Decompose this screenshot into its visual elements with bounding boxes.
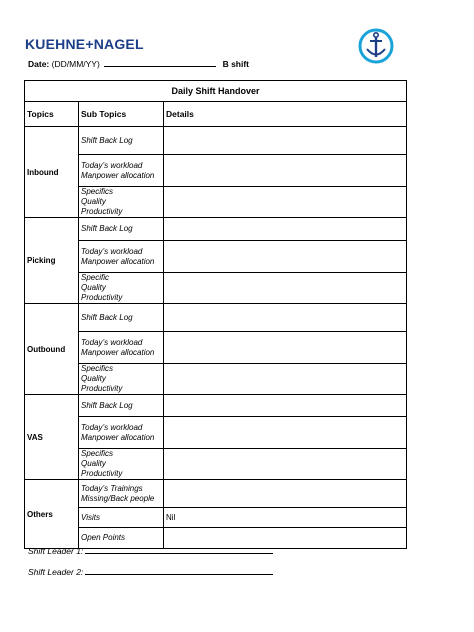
subtopic-line: Shift Back Log xyxy=(81,312,133,322)
handover-table xyxy=(24,80,407,549)
details-cell[interactable] xyxy=(164,417,407,449)
subtopic-line: Shift Back Log xyxy=(81,224,133,233)
subtopic-line: Open Points xyxy=(81,533,126,542)
subtopic-cell xyxy=(79,273,164,304)
shift-leader-2-label: Shift Leader 2: xyxy=(28,567,84,577)
subtopic-line: Manpower allocation xyxy=(81,347,155,357)
table-row xyxy=(25,273,407,304)
subtopic-line: Quality xyxy=(81,197,106,206)
table-row xyxy=(25,364,407,395)
details-cell[interactable] xyxy=(164,127,407,155)
subtopic-line: Productivity xyxy=(81,469,123,478)
subtopic-cell xyxy=(79,364,164,395)
table-row xyxy=(25,304,407,332)
subtopic-cell xyxy=(79,241,164,273)
subtopic-line: Today’s Trainings xyxy=(81,483,143,493)
date-line xyxy=(28,58,249,69)
subtopic-cell xyxy=(79,155,164,187)
subtopic-line: Today’s workload xyxy=(81,160,143,170)
subtopic-line: Today’s workload xyxy=(81,337,143,347)
table-row xyxy=(25,127,407,155)
table-row xyxy=(25,449,407,480)
subtopic-line: Quality xyxy=(81,374,106,383)
subtopic-line: Missing/Back people xyxy=(81,493,155,503)
subtopic-cell xyxy=(79,449,164,480)
table-row xyxy=(25,395,407,417)
subtopic-cell xyxy=(79,508,164,528)
shift-label: B shift xyxy=(222,59,250,69)
details-cell[interactable] xyxy=(164,332,407,364)
table-row xyxy=(25,508,407,528)
details-cell[interactable] xyxy=(164,395,407,417)
details-cell[interactable] xyxy=(164,480,407,508)
details-cell[interactable] xyxy=(164,364,407,395)
topic-cell: Picking xyxy=(25,218,79,304)
table-row xyxy=(25,155,407,187)
subtopic-line: Visits xyxy=(81,512,100,522)
subtopic-cell xyxy=(79,304,164,332)
table-row xyxy=(25,332,407,364)
col-header-details: Details xyxy=(164,102,407,127)
subtopic-cell xyxy=(79,417,164,449)
col-header-subtopics: Sub Topics xyxy=(79,102,164,127)
subtopic-line: Manpower allocation xyxy=(81,432,155,442)
table-row xyxy=(25,480,407,508)
brand-logo: KUEHNE+NAGEL xyxy=(25,36,144,52)
details-cell[interactable] xyxy=(164,449,407,480)
subtopic-line: Manpower allocation xyxy=(81,256,155,266)
subtopic-line: Quality xyxy=(81,459,106,468)
table-row xyxy=(25,241,407,273)
subtopic-line: Quality xyxy=(81,283,106,292)
topic-cell: VAS xyxy=(25,395,79,480)
anchor-logo-icon xyxy=(356,26,396,66)
date-format: (DD/MM/YY) xyxy=(51,59,100,69)
topic-cell: Inbound xyxy=(25,127,79,218)
subtopic-cell xyxy=(79,480,164,508)
date-label: Date: xyxy=(28,59,50,69)
topic-cell: Others xyxy=(25,480,79,549)
subtopic-line: Today’s workload xyxy=(81,422,143,432)
subtopic-line: Today’s workload xyxy=(81,246,143,256)
details-cell[interactable] xyxy=(164,304,407,332)
shift-leader-1-label: Shift Leader 1: xyxy=(28,546,84,556)
shift-leader-2 xyxy=(28,566,273,577)
details-cell[interactable] xyxy=(164,218,407,241)
subtopic-line: Productivity xyxy=(81,293,123,302)
details-cell[interactable]: Nil xyxy=(164,508,407,528)
subtopic-cell xyxy=(79,332,164,364)
subtopic-cell xyxy=(79,395,164,417)
topic-cell: Outbound xyxy=(25,304,79,395)
subtopic-line: Shift Back Log xyxy=(81,135,133,145)
subtopic-cell xyxy=(79,127,164,155)
subtopic-line: Specifics xyxy=(81,449,114,458)
subtopic-line: Specifics xyxy=(81,187,114,196)
table-row xyxy=(25,417,407,449)
form-title: Daily Shift Handover xyxy=(25,81,407,102)
table-row xyxy=(25,187,407,218)
details-cell[interactable] xyxy=(164,187,407,218)
table-row xyxy=(25,218,407,241)
subtopic-line: Specifics xyxy=(81,364,114,373)
subtopic-line: Shift Back Log xyxy=(81,400,133,410)
details-cell[interactable] xyxy=(164,241,407,273)
col-header-topics: Topics xyxy=(25,102,79,127)
date-field[interactable] xyxy=(104,58,216,67)
subtopic-cell xyxy=(79,218,164,241)
subtopic-cell xyxy=(79,187,164,218)
details-cell[interactable] xyxy=(164,155,407,187)
shift-leader-1 xyxy=(28,545,273,556)
shift-leader-1-field[interactable] xyxy=(85,545,273,554)
subtopic-line: Specific xyxy=(81,273,110,282)
subtopic-line: Productivity xyxy=(81,384,123,393)
subtopic-line: Manpower allocation xyxy=(81,170,155,180)
shift-leader-2-field[interactable] xyxy=(85,566,273,575)
subtopic-line: Productivity xyxy=(81,207,123,216)
details-cell[interactable] xyxy=(164,273,407,304)
